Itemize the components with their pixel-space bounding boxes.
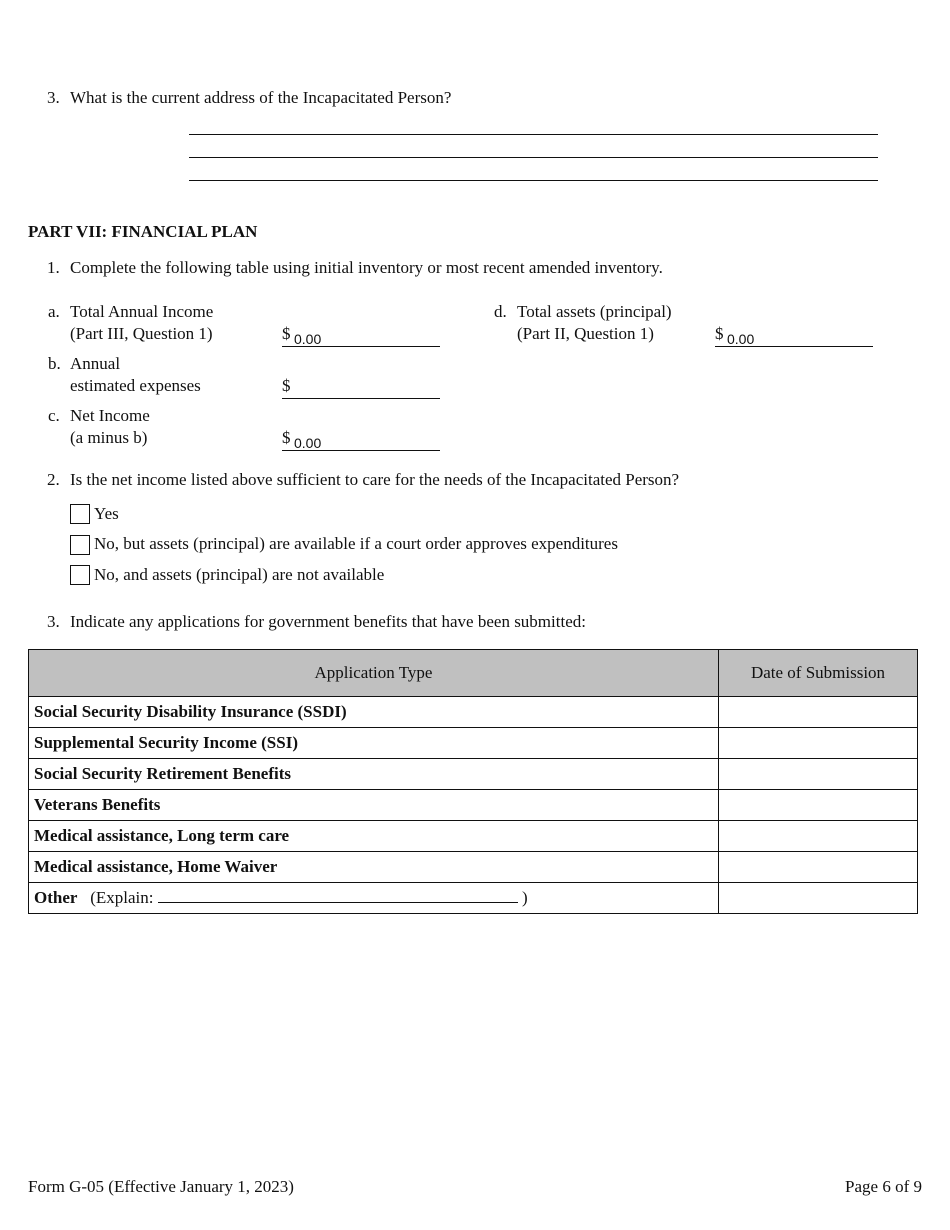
application-type-cell: Veterans Benefits	[29, 790, 719, 821]
application-type-cell: Supplemental Security Income (SSI)	[29, 728, 719, 759]
q1-number: 1.	[47, 258, 60, 277]
q1-text: Complete the following table using initial inventory or most recent amended inventory.	[70, 258, 663, 277]
application-type-cell: Social Security Disability Insurance (SSDI)	[29, 697, 719, 728]
application-type-cell: Medical assistance, Long term care	[29, 821, 719, 852]
date-of-submission-cell[interactable]	[719, 821, 918, 852]
total-assets-field[interactable]	[715, 326, 873, 347]
q3-text: Indicate any applications for government benefits that have been submitted:	[70, 612, 586, 631]
option-no-assets-unavailable-label: No, and assets (principal) are not available	[94, 565, 385, 584]
address-question-number: 3.	[47, 88, 60, 107]
date-of-submission-cell[interactable]	[719, 728, 918, 759]
address-question-text: What is the current address of the Incapacitated Person?	[70, 88, 452, 107]
total-annual-income-value: 0.00	[294, 331, 322, 347]
annual-expenses-field[interactable]	[282, 378, 440, 399]
total-annual-income-field[interactable]	[282, 326, 440, 347]
part7-heading: PART VII: FINANCIAL PLAN	[28, 222, 258, 241]
q2-number: 2.	[47, 470, 60, 489]
option-yes-checkbox[interactable]	[70, 504, 90, 524]
item-a-letter: a.	[48, 302, 60, 321]
item-d-letter: d.	[494, 302, 507, 321]
table-row	[29, 821, 918, 852]
other-label: Other	[34, 888, 78, 907]
total-assets-value: 0.00	[727, 331, 755, 347]
q2-text: Is the net income listed above sufficient to care for the needs of the Incapacitated Person?	[70, 470, 680, 489]
currency-symbol: $	[282, 428, 291, 447]
item-a-label-1: Total Annual Income	[70, 302, 214, 321]
date-of-submission-cell[interactable]	[719, 883, 918, 914]
date-of-submission-cell[interactable]	[719, 759, 918, 790]
currency-symbol: $	[282, 376, 291, 395]
net-income-value: 0.00	[294, 435, 322, 451]
item-b-label-2: estimated expenses	[70, 376, 201, 395]
other-explain-close: )	[521, 888, 528, 907]
application-type-cell: Social Security Retirement Benefits	[29, 759, 719, 790]
date-of-submission-cell[interactable]	[719, 790, 918, 821]
item-c-label-1: Net Income	[70, 406, 150, 425]
option-no-assets-available-label: No, but assets (principal) are available if a court order approves expenditures	[94, 534, 618, 553]
date-of-submission-cell[interactable]	[719, 852, 918, 883]
address-line-1[interactable]	[189, 134, 878, 135]
option-yes-label: Yes	[94, 504, 119, 523]
item-a-label-2: (Part III, Question 1)	[70, 324, 213, 343]
q3-number: 3.	[47, 612, 60, 631]
application-type-other-cell	[29, 883, 719, 914]
item-d-label-1: Total assets (principal)	[517, 302, 672, 321]
table-row	[29, 728, 918, 759]
item-c-label-2: (a minus b)	[70, 428, 148, 447]
option-no-assets-available-checkbox[interactable]	[70, 535, 90, 555]
table-row	[29, 790, 918, 821]
item-c-letter: c.	[48, 406, 60, 425]
footer-page-number: Page 6 of 9	[845, 1177, 922, 1196]
item-b-letter: b.	[48, 354, 61, 373]
net-income-field[interactable]	[282, 430, 440, 451]
table-row	[29, 852, 918, 883]
application-type-header: Application Type	[29, 650, 719, 697]
address-line-3[interactable]	[189, 180, 878, 181]
address-line-2[interactable]	[189, 157, 878, 158]
other-explain-open: (Explain:	[90, 888, 154, 907]
table-row	[29, 697, 918, 728]
item-b-label-1: Annual	[70, 354, 121, 373]
other-explain-input[interactable]	[158, 888, 518, 903]
table-row	[29, 759, 918, 790]
date-of-submission-header: Date of Submission	[719, 650, 918, 697]
date-of-submission-cell[interactable]	[719, 697, 918, 728]
currency-symbol: $	[715, 324, 724, 343]
application-type-cell: Medical assistance, Home Waiver	[29, 852, 719, 883]
footer-form-id: Form G-05 (Effective January 1, 2023)	[28, 1177, 294, 1196]
item-d-label-2: (Part II, Question 1)	[517, 324, 654, 343]
table-row-other	[29, 883, 918, 914]
option-no-assets-unavailable-checkbox[interactable]	[70, 565, 90, 585]
benefits-table	[28, 649, 918, 914]
table-header-row	[29, 650, 918, 697]
currency-symbol: $	[282, 324, 291, 343]
